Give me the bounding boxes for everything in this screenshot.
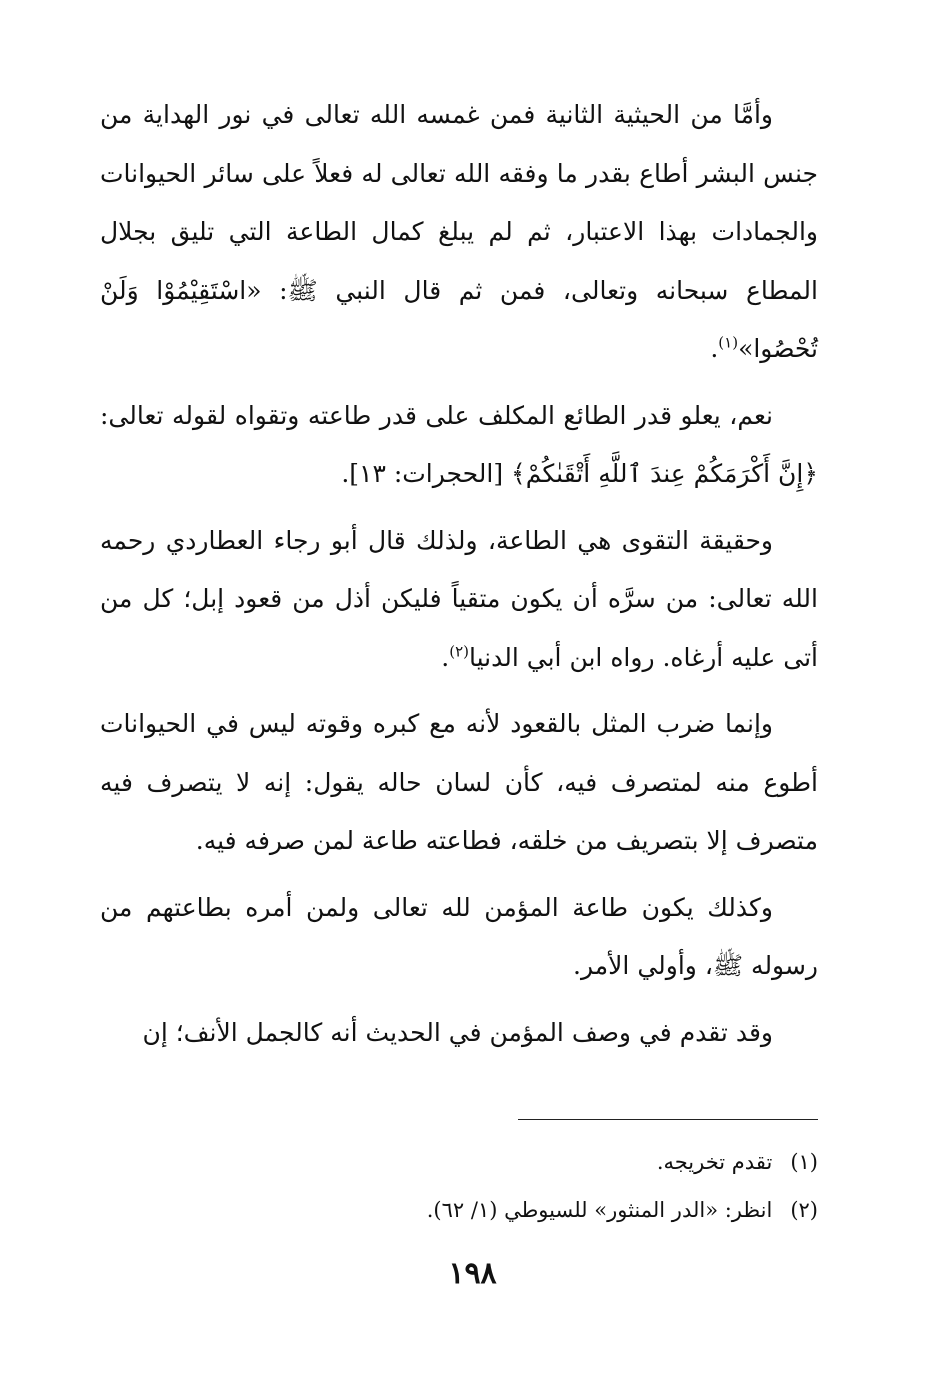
page-number: ١٩٨ [448,1256,497,1291]
main-text [100,86,818,1070]
paragraph-3-text: وحقيقة التقوى هي الطاعة، ولذلك قال أبو رجاء العطاردي رحمه الله تعالى: من سرَّه أن يكون متقياً فليكن أذل من قعود إبل؛ كل من أتى عليه أرغاه. رواه ابن أبي الدنيا [100,525,818,672]
paragraph-3-tail: . [441,642,450,672]
footnote-2-text: انظر: «الدر المنثور» للسيوطي (١/ ٦٢). [426,1198,773,1222]
footnote-1-number: (١) [790,1150,818,1174]
paragraph-3 [100,512,818,688]
paragraph-4-text: وإنما ضرب المثل بالقعود لأنه مع كبره وقوته ليس في الحيوانات أطوع منه لمتصرف فيه، كأن لسان حاله يقول: إنه لا يتصرف فيه متصرف إلا بتصريف من خلقه، فطاعته طاعة لمن صرفه فيه. [100,709,818,855]
footnote-2-number: (٢) [790,1198,818,1222]
footnote-ref-1: (١) [718,333,739,352]
paragraph-2 [100,387,818,504]
paragraph-1 [100,86,818,379]
footnote-1-text: تقدم تخريجه. [656,1150,773,1174]
paragraph-4 [100,695,818,871]
paragraph-1-text: وأمَّا من الحيثية الثانية فمن غمسه الله تعالى في نور الهداية من جنس البشر أطاع بقدر ما وفقه الله تعالى له فعلاً على سائر الحيوانات والجمادات بهذا الاعتبار، ثم لم يبلغ كمال الطاعة التي تليق بجلال المطاع سبحانه وتعالى، فمن ثم قال النبي ﷺ: «اسْتَقِيْمُوْا وَلَنْ تُحْصُوا» [100,100,818,363]
paragraph-5-text: وكذلك يكون طاعة المؤمن لله تعالى ولمن أمره بطاعتهم من رسوله ﷺ، وأولي الأمر. [100,892,818,980]
paragraph-2-text: نعم، يعلو قدر الطائع المكلف على قدر طاعته وتقواه لقوله تعالى: ﴿إِنَّ أَكْرَمَكُمْ عِندَ ٱللَّهِ أَتْقَىٰكُمْ﴾ [الحجرات: ١٣]. [100,400,818,488]
paragraph-6 [100,1004,818,1063]
paragraph-1-tail: . [710,334,719,363]
footnote-1 [100,1138,818,1186]
footnote-ref-2: (٢) [449,642,469,661]
footnotes [100,1138,818,1234]
paragraph-6-text: وقد تقدم في وصف المؤمن في الحديث أنه كالجمل الأنف؛ إن [142,1017,773,1047]
paragraph-5 [100,879,818,996]
footnote-2 [100,1186,818,1234]
footnote-separator [518,1119,818,1120]
